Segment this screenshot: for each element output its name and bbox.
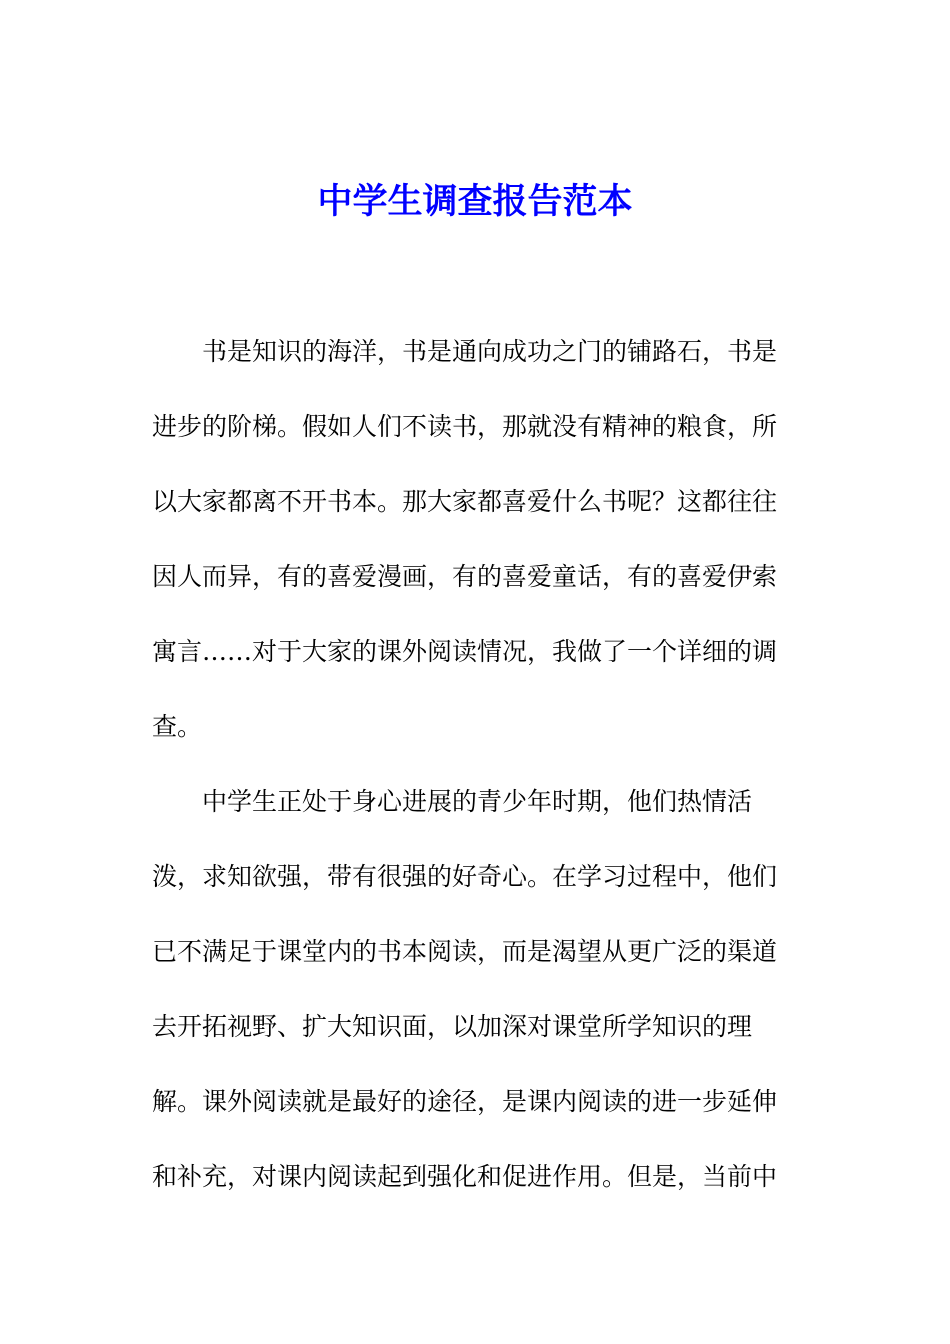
paragraph-line: 查。 — [152, 712, 203, 741]
paragraph-2 — [152, 784, 792, 1234]
document-title: 中学生调查报告范本 — [317, 181, 633, 222]
paragraph-line: 已不满足于课堂内的书本阅读，而是渴望从更广泛的渠道 — [152, 937, 778, 966]
paragraph-line: 寓言……对于大家的课外阅读情况，我做了一个详细的调 — [152, 637, 778, 666]
paragraph-line: 因人而异，有的喜爱漫画，有的喜爱童话，有的喜爱伊索 — [152, 562, 778, 591]
paragraph-line: 以大家都离不开书本。那大家都喜爱什么书呢？这都往往 — [152, 487, 778, 516]
paragraph-line: 解。课外阅读就是最好的途径，是课内阅读的进一步延伸 — [152, 1087, 778, 1116]
paragraph-line: 去开拓视野、扩大知识面，以加深对课堂所学知识的理 — [152, 1012, 753, 1041]
paragraph-line: 进步的阶梯。假如人们不读书，那就没有精神的粮食，所 — [152, 412, 778, 441]
paragraph-1 — [152, 334, 792, 784]
paragraph-line: 泼，求知欲强，带有很强的好奇心。在学习过程中，他们 — [152, 862, 778, 891]
paragraph-line: 中学生正处于身心进展的青少年时期，他们热情活 — [202, 787, 753, 816]
paragraph-line: 和补充，对课内阅读起到强化和促进作用。但是，当前中 — [152, 1162, 778, 1191]
paragraph-line: 书是知识的海洋，书是通向成功之门的铺路石，书是 — [202, 337, 778, 366]
